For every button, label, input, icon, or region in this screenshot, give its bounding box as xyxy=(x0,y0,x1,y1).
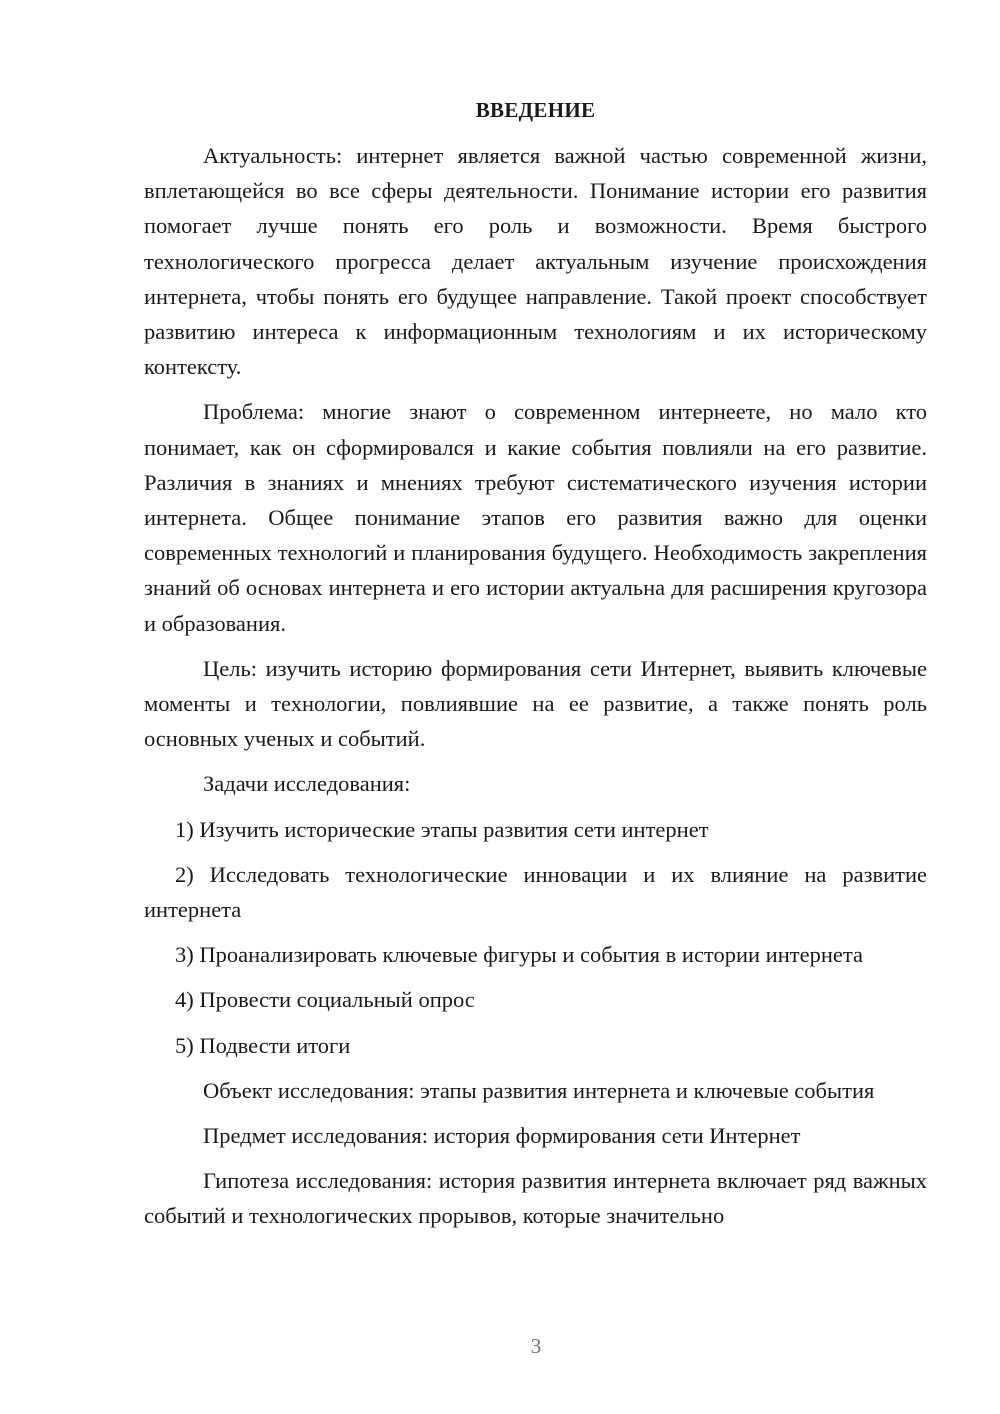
hypothesis-paragraph: Гипотеза исследования: история развития интернета включает ряд важных событий и технологических прорывов, которые значительно xyxy=(144,1168,927,1229)
goal-paragraph: Цель: изучить историю формирования сети Интернет, выявить ключевые моменты и технологии, повлиявшие на ее развитие, а также понять роль основных ученых и событий. xyxy=(144,655,927,752)
tasks-intro: Задачи исследования: xyxy=(203,771,411,797)
tasks-list xyxy=(144,812,927,1063)
object-paragraph: Объект исследования: этапы развития интернета и ключевые события xyxy=(203,1077,875,1103)
task-item-5: 5) Подвести итоги xyxy=(175,1032,351,1058)
problem-paragraph: Проблема: многие знают о современном интернеете, но мало кто понимает, как он сформировался и какие события повлияли на его развитие. Различия в знаниях и мнениях требуют систематического изучения истории интернета. Общее понимание этапов его развития важно для оценки современных технологий и планирования будущего. Необходимость закрепления знаний об основах интернета и его истории актуальна для расширения кругозора и образования. xyxy=(144,399,927,636)
subject-paragraph: Предмет исследования: история формирования сети Интернет xyxy=(203,1123,801,1149)
task-item-3: 3) Проанализировать ключевые фигуры и события в истории интернета xyxy=(175,942,863,968)
task-item-4: 4) Провести социальный опрос xyxy=(175,987,475,1013)
task-item-1: 1) Изучить исторические этапы развития сети интернет xyxy=(175,816,709,842)
section-heading: ВВЕДЕНИЕ xyxy=(475,98,596,122)
task-item-2: 2) Исследовать технологические инновации и их влияние на развитие интернета xyxy=(144,861,927,923)
page-content xyxy=(144,93,927,1244)
page-number: 3 xyxy=(530,1334,542,1358)
relevance-paragraph: Актуальность: интернет является важной частью современной жизни, вплетающейся во все сферы деятельности. Понимание истории его развития помогает лучше понять его роль и возможности. Время быстрого технологического прогресса делает актуальным изучение происхождения интернета, чтобы понять его будущее направление. Такой проект способствует развитию интереса к информационным технологиям и их историческому контексту. xyxy=(144,143,927,380)
